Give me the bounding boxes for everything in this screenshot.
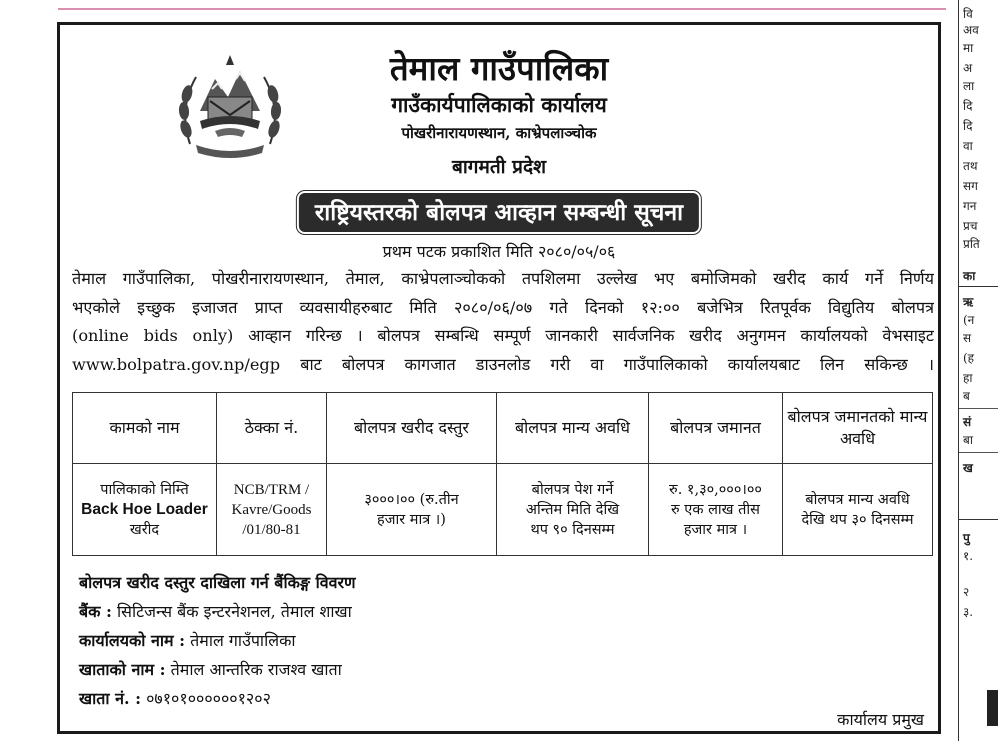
- table-header-row: [73, 393, 933, 464]
- adjacent-text: पु: [963, 531, 970, 545]
- adjacent-rule: [959, 408, 998, 409]
- publish-date: प्रथम पटक प्रकाशित मिति २०८०/०५/०६: [382, 242, 616, 261]
- body-line: भएकोले इच्छुक इजाजत प्राप्त व्यवसायीहरुबाट मिति २०८०/०६/०७ गते दिनको १२:०० बजेभित्र रितपूर्वक विद्युतिय बोलपत्र: [72, 297, 934, 317]
- adjacent-text: वा: [963, 139, 973, 153]
- bank-value: सिटिजन्स बैंक इन्टरनेशनल, तेमाल शाखा: [117, 602, 352, 621]
- adjacent-text: ब: [963, 389, 970, 403]
- signature-office-chief: कार्यालय प्रमुख: [837, 710, 924, 729]
- adjacent-text: ख: [963, 461, 973, 475]
- top-rule: [58, 8, 946, 10]
- bid-security-line: रु. १,३०,०००।००: [669, 481, 762, 498]
- table-row: [73, 464, 933, 556]
- account-no-label: खाता नं. :: [79, 689, 141, 708]
- bid-fee-line: हजार मात्र ।): [377, 511, 446, 528]
- adjacent-text: ऋ: [963, 295, 974, 309]
- office-row: [79, 626, 356, 655]
- table-header: बोलपत्र जमानत: [649, 393, 783, 464]
- adjacent-text: ३.: [963, 605, 974, 619]
- bid-fee-cell: [327, 464, 497, 556]
- bid-security-cell: [649, 464, 783, 556]
- bank-details: [79, 568, 356, 713]
- adjacent-text: बा: [963, 433, 973, 447]
- account-name-row: [79, 655, 356, 684]
- table-header: बोलपत्र जमानतको मान्य अवधि: [783, 393, 933, 464]
- adjacent-text: प्रच: [963, 219, 978, 233]
- body-line: www.bolpatra.gov.np/egp बाट बोलपत्र कागजात डाउनलोड गरी वा गाउँपालिकाको कार्यालयबाट लिन सकिन्छ ।: [72, 354, 934, 374]
- municipality-name: तेमाल गाउँपालिका: [389, 49, 609, 88]
- work-name-cell: [73, 464, 217, 556]
- bid-validity-line: अन्तिम मिति देखि: [525, 501, 620, 518]
- table-header: कामको नाम: [73, 393, 217, 464]
- table-header: बोलपत्र मान्य अवधि: [497, 393, 649, 464]
- adjacent-text: सं: [963, 415, 972, 429]
- bid-validity-line: थप ९० दिनसम्म: [530, 521, 615, 538]
- work-name-line: पालिकाको निम्ति: [100, 481, 189, 498]
- province-name: बागमती प्रदेश: [451, 156, 546, 178]
- adjacent-text: तथ: [963, 159, 978, 173]
- body-line: तेमाल गाउँपालिका, पोखरीनारायणस्थान, तेमाल, काभ्रेपलाञ्चोकको तपशिलमा उल्लेख भए बमोजिमको खरीद कार्य गर्ने निर्णय: [72, 269, 934, 288]
- account-no-value: ०७१०१००००००१२०२: [146, 689, 271, 708]
- bank-details-heading: बोलपत्र खरीद दस्तुर दाखिला गर्न बैंकिङ्ग विवरण: [79, 573, 356, 592]
- bid-security-line: रु एक लाख तीस: [671, 501, 760, 518]
- bid-security-line: हजार मात्र ।: [683, 521, 748, 538]
- security-validity-line: बोलपत्र मान्य अवधि: [805, 491, 910, 508]
- tender-notice: [57, 22, 941, 734]
- adjacent-text: सग: [963, 179, 978, 193]
- adjacent-rule: [959, 452, 998, 453]
- table-header: ठेक्का नं.: [217, 393, 327, 464]
- bid-validity-line: बोलपत्र पेश गर्ने: [531, 481, 614, 498]
- contract-no-cell: [217, 464, 327, 556]
- adjacent-text: (न: [963, 313, 975, 327]
- notice-title: राष्ट्रियस्तरको बोलपत्र आव्हान सम्बन्धी सूचना: [299, 193, 699, 232]
- adjacent-column: [958, 0, 998, 741]
- work-name-item: Back Hoe Loader: [81, 500, 208, 518]
- account-name-value: तेमाल आन्तरिक राजश्व खाता: [170, 660, 342, 679]
- notice-body: [72, 265, 934, 379]
- work-name-line: खरीद: [129, 521, 160, 538]
- adjacent-dark-block: [987, 690, 998, 726]
- adjacent-text: स: [963, 331, 972, 345]
- contract-no-line: NCB/TRM /: [233, 481, 310, 498]
- adjacent-text: अ: [963, 61, 973, 75]
- adjacent-text: का: [963, 269, 976, 283]
- adjacent-text: १.: [963, 549, 974, 563]
- adjacent-text: (ह: [963, 351, 975, 365]
- security-validity-line: देखि थप ३० दिनसम्म: [801, 511, 914, 528]
- office-address: पोखरीनारायणस्थान, काभ्रेपलाञ्चोक: [401, 124, 597, 142]
- security-validity-cell: [783, 464, 933, 556]
- adjacent-text: वि: [963, 7, 973, 21]
- office-name: गाउँकार्यपालिकाको कार्यालय: [391, 92, 607, 117]
- bank-label: बैंक :: [79, 602, 112, 621]
- bid-validity-cell: [497, 464, 649, 556]
- adjacent-text: दि: [963, 119, 973, 133]
- adjacent-text: प्रति: [963, 237, 980, 251]
- account-no-row: [79, 684, 356, 713]
- account-name-label: खाताको नाम :: [79, 660, 166, 679]
- adjacent-text: हा: [963, 371, 973, 385]
- table-header: बोलपत्र खरीद दस्तुर: [327, 393, 497, 464]
- adjacent-text: २: [963, 585, 970, 599]
- contract-no-line: Kavre/Goods: [231, 501, 312, 518]
- adjacent-text: दि: [963, 99, 973, 113]
- office-label: कार्यालयको नाम :: [79, 631, 186, 650]
- adjacent-text: गन: [963, 199, 977, 213]
- contract-no-line: /01/80-81: [242, 521, 301, 538]
- office-value: तेमाल गाउँपालिका: [190, 631, 296, 650]
- bid-fee-line: ३०००।०० (रु.तीन: [364, 491, 459, 508]
- body-line: (online bids only) आव्हान गरिन्छ । बोलपत्र सम्बन्धि सम्पूर्ण जानकारी सार्वजनिक खरीद अनुगमन कार्यालयको वेभसाइट: [72, 326, 934, 345]
- adjacent-text: मा: [963, 41, 974, 55]
- adjacent-text: अव: [963, 23, 979, 37]
- tender-table: [72, 392, 933, 556]
- bank-row: [79, 597, 356, 626]
- adjacent-text: ला: [963, 79, 975, 93]
